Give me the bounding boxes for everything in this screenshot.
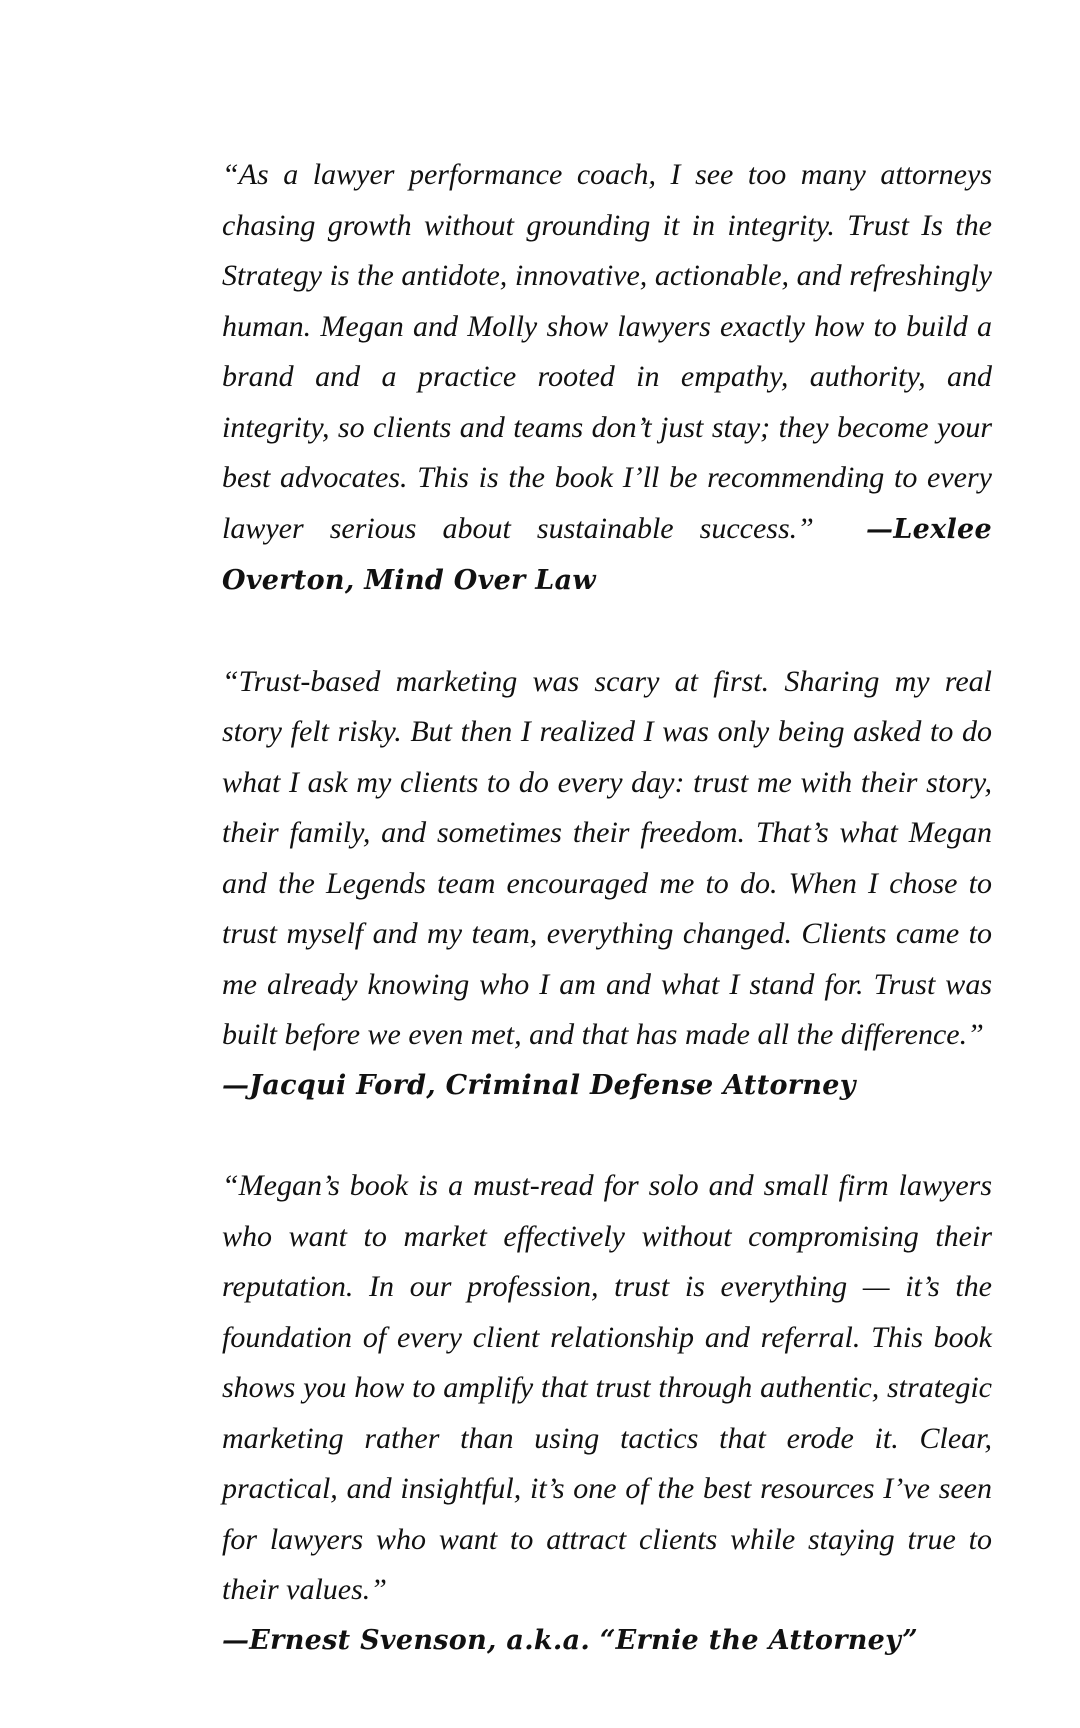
testimonial-quote: “Trust-based marketing was scary at first. Sharing my real story felt risky. But then I realized I was only being asked to do what I ask my clients to do every day: trust me with their story, their family, and sometimes their freedom. That’s what Megan and the Legends team encouraged me to do. When I chose to trust myself and my team, everything changed. Clients came to me already knowing who I am and what I stand for. Trust was built before we even met, and that has made all the difference.” (222, 664, 992, 1051)
testimonial-quote: “Megan’s book is a must-read for solo and small firm lawyers who want to market effectively without compromising their reputation. In our profession, trust is everything — it’s the foundation of every client relationship and referral. This book shows you how to amplify that trust through authentic, strategic marketing rather than using tactics that erode it. Clear, practical, and insightful, it’s one of the best resources I’ve seen for lawyers who want to attract clients while staying true to their values.” (222, 1169, 992, 1606)
testimonial-attribution: —Jacqui Ford, Criminal Defense Attorney (222, 1069, 856, 1101)
testimonial-ford (222, 657, 992, 1112)
testimonial-svenson (222, 1161, 992, 1666)
testimonial-quote: “As a lawyer performance coach, I see too many attorneys chasing growth without grounding it in integrity. Trust Is the Strategy is the antidote, innovative, actionable, and refreshingly human. Megan and Molly show lawyers exactly how to build a brand and a practice rooted in empathy, authority, and integrity, so clients and teams don’t just stay; they become your best advocates. This is the book I’ll be recommending to every lawyer serious about sustainable success.” (222, 158, 992, 545)
testimonial-attribution: —Lexlee Overton, Mind Over Law (222, 513, 992, 596)
testimonial-overton (222, 150, 992, 607)
testimonial-attribution: —Ernest Svenson, a.k.a. “Ernie the Attorney” (222, 1624, 918, 1656)
praise-column (222, 150, 992, 1716)
